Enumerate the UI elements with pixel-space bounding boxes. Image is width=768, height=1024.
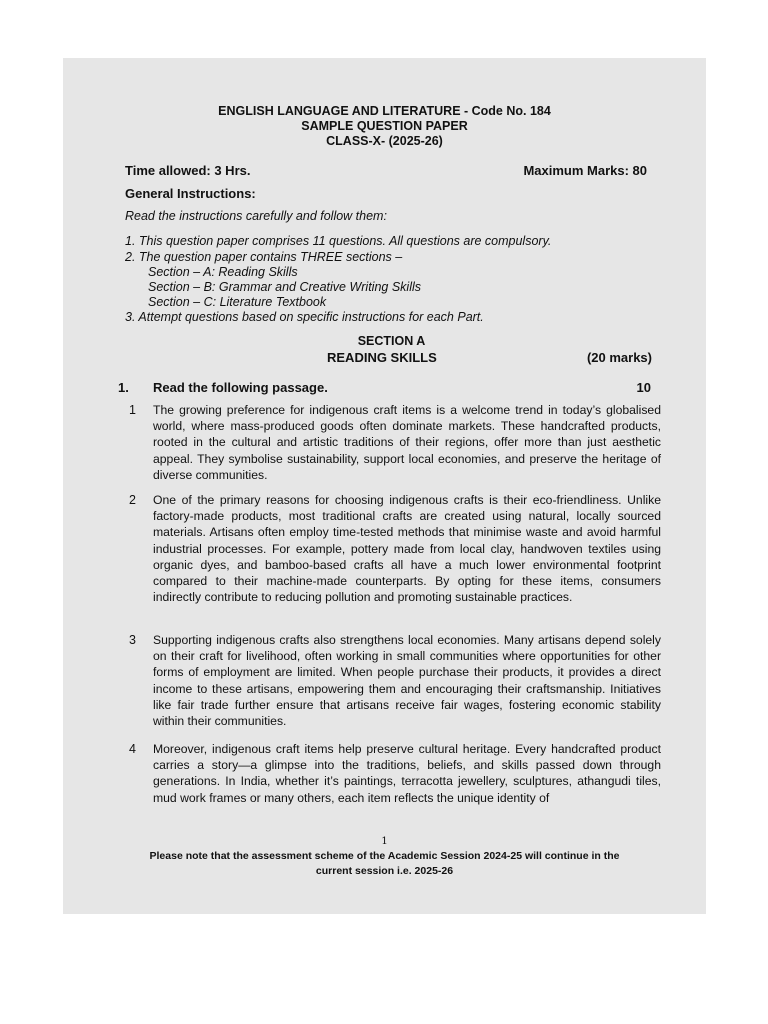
section-subtitle: READING SKILLS xyxy=(327,350,437,365)
instructions-intro: Read the instructions carefully and follow them: xyxy=(125,209,387,223)
paper-subtitle: SAMPLE QUESTION PAPER xyxy=(301,119,468,133)
passage-paragraph: The growing preference for indigenous craft items is a welcome trend in today’s globalised world, where mass-produced goods often dominate markets. These handcrafted products, rooted in the cultural and artistic traditions of their regions, offer more than just aesthetic appeal. They symbolise sustainability, support local economies, and preserve the heritage of diverse communities. xyxy=(153,403,661,482)
instructions-heading: General Instructions: xyxy=(125,186,256,201)
instruction-item: 1. This question paper comprises 11 questions. All questions are compulsory. xyxy=(125,234,552,248)
page-number: 1 xyxy=(381,836,388,847)
question-text: Read the following passage. xyxy=(153,380,328,395)
passage-paragraph: Moreover, indigenous craft items help preserve cultural heritage. Every handcrafted product carries a story—a glimpse into the traditions, beliefs, and skills passed down through generations. In India, whether it’s paintings, terracotta jewellery, sculptures, athangudi tiles, mud work frames or many others, each item reflects the unique identity of xyxy=(153,742,661,805)
paragraph-number: 2 xyxy=(129,493,136,507)
instruction-item: 2. The question paper contains THREE sections – xyxy=(125,250,403,264)
paragraph-number: 3 xyxy=(129,633,136,647)
paper-title: ENGLISH LANGUAGE AND LITERATURE - Code No. 184 xyxy=(218,104,551,118)
instruction-subitem: Section – C: Literature Textbook xyxy=(148,295,327,309)
section-title: SECTION A xyxy=(357,334,426,348)
question-marks: 10 xyxy=(636,380,651,395)
footer-note-line2: current session i.e. 2025-26 xyxy=(315,865,454,877)
maximum-marks: Maximum Marks: 80 xyxy=(523,163,647,178)
footer-note-line1: Please note that the assessment scheme of the Academic Session 2024-25 will continue in the xyxy=(149,850,620,862)
paragraph-number: 1 xyxy=(129,403,136,417)
instruction-item: 3. Attempt questions based on specific instructions for each Part. xyxy=(125,310,484,324)
instruction-subitem: Section – B: Grammar and Creative Writing Skills xyxy=(148,280,422,294)
document-page xyxy=(63,58,706,914)
question-number: 1. xyxy=(118,380,129,395)
paragraph-number: 4 xyxy=(129,742,136,756)
time-allowed: Time allowed: 3 Hrs. xyxy=(125,163,251,178)
passage-paragraph: One of the primary reasons for choosing indigenous crafts is their eco-friendliness. Unlike factory-made products, most traditional crafts are created using natural, locally sourced materials. Artisans often employ time-tested methods that minimise waste and avoid harmful industrial processes. For example, pottery made from local clay, handwoven textiles using organic dyes, and bamboo-based crafts all have a much lower environmental footprint compared to their machine-made counterparts. By opting for these items, consumers indirectly contribute to reducing pollution and promoting sustainable practices. xyxy=(153,493,661,605)
passage-paragraph: Supporting indigenous crafts also strengthens local economies. Many artisans depend solely on their craft for livelihood, often working in small communities where opportunities for other forms of employment are limited. When people purchase their products, it provides a direct income to these artisans, empowering them and encouraging their craftsmanship. Initiatives like fair trade further ensure that artisans receive fair wages, fostering economic stability within their communities. xyxy=(153,633,661,729)
instruction-subitem: Section – A: Reading Skills xyxy=(148,265,298,279)
paper-class: CLASS-X- (2025-26) xyxy=(326,134,443,148)
section-marks: (20 marks) xyxy=(586,350,652,365)
